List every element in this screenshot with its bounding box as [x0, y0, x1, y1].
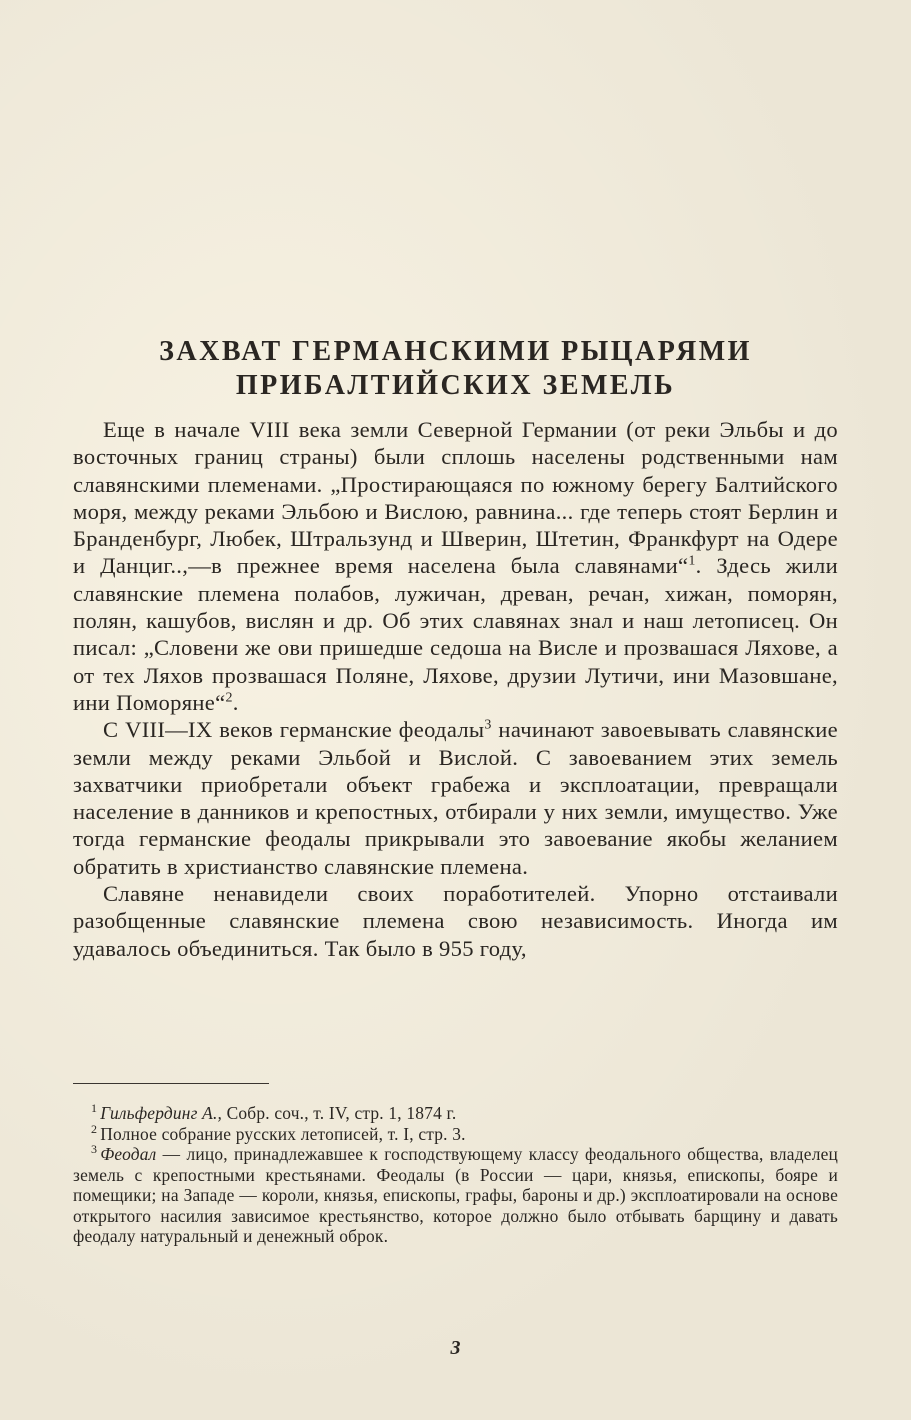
paragraph-1 [73, 416, 838, 716]
footnote-1-author: Гильфердинг А., [100, 1103, 223, 1123]
footnote-3-term: Феодал [100, 1144, 157, 1164]
chapter-title-line-2: ПРИБАЛТИЙСКИХ ЗЕМЕЛЬ [235, 370, 676, 401]
footnote-divider [73, 1083, 269, 1084]
page-number: 3 [450, 1337, 461, 1359]
footnote-1 [73, 1103, 838, 1124]
paragraph-2-part-b: начинают завоевывать славянские земли между реками Эльбой и Вислой. С завоеванием этих земель захватчики приобретали объект грабежа и эксплоатации, превращали население в данников и крепостных, отбирали у них земли, имущество. Уже тогда германские феодалы прикрывали это завоевание якобы желанием обратить в христианство славянские племена. [73, 717, 838, 879]
main-text [73, 416, 838, 962]
footnote-1-mark: 1 [91, 1101, 98, 1116]
footnote-ref-2: 2 [225, 690, 233, 706]
footnotes [73, 1103, 838, 1247]
paragraph-2 [73, 716, 838, 880]
paragraph-1-part-c: . [232, 689, 239, 715]
footnote-ref-3: 3 [484, 717, 492, 733]
footnote-2-mark: 2 [91, 1121, 98, 1136]
footnote-1-text: Собр. соч., т. IV, стр. 1, 1874 г. [222, 1103, 457, 1123]
footnote-3 [73, 1144, 838, 1247]
paragraph-1-part-a: Еще в начале VIII века земли Северной Германии (от реки Эльбы и до восточных границ страны) были сплошь населены родственными нам славянскими племенами. „Простирающаяся по южному берегу Балтийского моря, между реками Эльбою и Вислою, равнина... где теперь стоят Берлин и Бранденбург, Любек, Штральзунд и Шверин, Штетин, Франкфурт на Одере и Данциг..,—в прежнее время населена была славянами“ [73, 417, 838, 579]
footnote-2-text: Полное собрание русских летописей, т. I, стр. 3. [100, 1123, 466, 1144]
paragraph-3: Славяне ненавидели своих поработителей. Упорно отстаивали разобщенные славянские племена свою независимость. Иногда им удавалось объединиться. Так было в 955 году, [73, 881, 838, 961]
footnote-ref-1: 1 [688, 553, 696, 569]
footnote-3-mark: 3 [91, 1142, 98, 1157]
footnote-3-text: — лицо, принадлежавшее к господствующему классу феодального общества, владелец земель с крепостными крестьянами. Феодалы (в России — цари, князья, епископы, бояре и помещики; на Западе — короли, князья, епископы, графы, бароны и др.) эксплоатировали на основе открытого насилия зависимое крестьянство, которое должно было отбывать барщину и давать феодалу натуральный и денежный оброк. [73, 1144, 838, 1246]
paragraph-2-part-a: С VIII—IX веков германские феодалы [103, 717, 485, 743]
chapter-title-line-1: ЗАХВАТ ГЕРМАНСКИМИ РЫЦАРЯМИ [159, 336, 752, 367]
paragraph-1-part-b: . Здесь жили славянские племена полабов, лужичан, древан, речан, хижан, поморян, полян, кашубов, вислян и др. Об этих славянах знал и наш летописец. Он писал: „Словени же ови пришедше седоша на Висле и прозвашася Ляхове, а от тех Ляхов прозвашася Поляне, Ляхове, друзии Лутичи, ини Мазовшане, ини Поморяне“ [73, 553, 838, 715]
footnote-2 [73, 1121, 838, 1145]
